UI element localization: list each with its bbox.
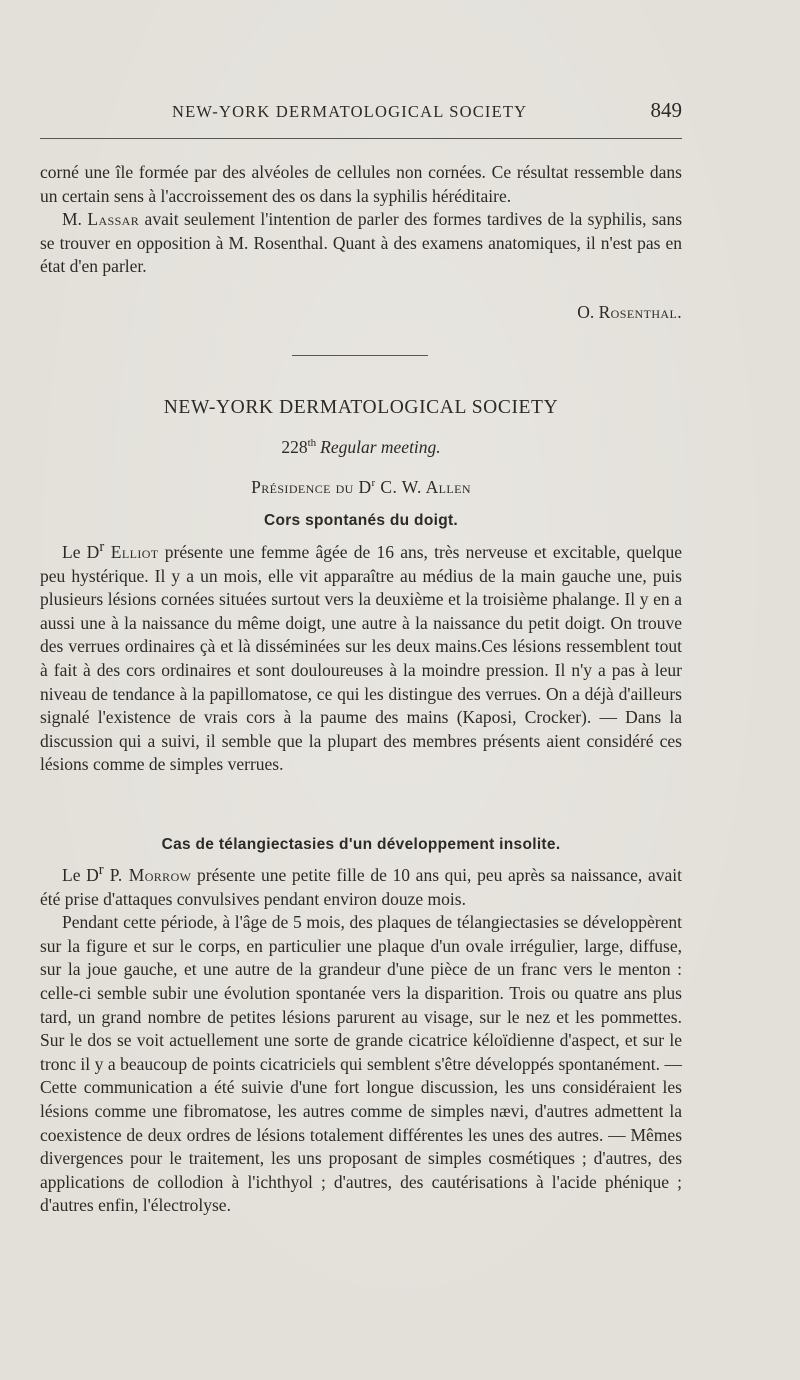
- lassar-paragraph: M. Lassar avait seulement l'intention de parler des formes tardives de la syphilis, sans se trouver en opposition à M. Rosenthal. Quant à des examens anatomiques, il n'est pas en état d'en parler.: [40, 209, 683, 277]
- presidence-line: Présidence du $D^r$ C. W. Allen: [251, 477, 471, 497]
- section-heading-cors: Cors spontanés du doigt.: [263, 512, 459, 529]
- morrow-paragraph-2: Pendant cette période, à l'âge de 5 mois, des plaques de télangiectasies se développèrent sur la figure et sur le corps, en particulier une plaque d'un ovale irrégulier, large, diffuse, sur la joue gauche, et une autre de la grandeur d'une pièce de un franc vers le menton : celle-ci semble subir une évolution spontanée vers la disparition. Trois ou quatre ans plus tard, un grand nombre de petites lésions parurent au visage, sur le nez et les pommettes. Sur le dos se voit actuellement une sorte de grande cicatrice kéloïdienne d'aspect, et sur le tronc il y a beaucoup de points cicatriciels qui semblent s'être développés spontanément. — Cette communication a été suivie d'une fort longue discussion, les uns considéraient les lésions comme une fibromatose, les autres comme de simples nævi, d'autres admettent la coexistence de deux ordres de lésions totalement différentes les unes des autres. — Mêmes divergences pour le traitement, les uns proposant de simples cosmétiques ; d'autres, des applications de collodion à l'ichthyol ; d'autres, des cautérisations à l'acide phénique ; d'autres enfin, l'électrolyse.: [40, 912, 682, 1216]
- continued-text: [40, 161, 682, 279]
- lead-paragraph: corné une île formée par des alvéoles de cellules non cornées. Ce résultat ressemble dans un certain sens à l'accroissement des os dans la syphilis héréditaire.: [40, 162, 682, 206]
- meeting-line: 228th Regular meeting.: [281, 437, 441, 457]
- morrow-paragraph: Le $D^r$ P. Morrow présente une petite fille de 10 ans qui, peu après sa naissance, avait été prise d'attaques convulsives pendant environ douze mois.: [40, 862, 682, 909]
- section-2-body: [40, 864, 682, 1218]
- society-title: NEW-YORK DERMATOLOGICAL SOCIETY: [163, 397, 559, 418]
- running-header: [40, 100, 682, 130]
- author-name-elliot: Elliot: [104, 542, 159, 562]
- signature-name: Rosenthal.: [598, 302, 682, 322]
- elliot-paragraph: Le $D^r$ Elliot présente une femme âgée de 16 ans, très nerveuse et excitable, quelque peu hystérique. Il y a un mois, elle vit apparaître au médius de la main gauche une, puis plusieurs lésions cornées situées surtout vers la deuxième et la troisième phalange. Il y en a aussi une à la naissance du même doigt, une autre à la naissance du petit doigt. On trouve des verrues ordinaires çà et là disséminées sur les deux mains.Ces lésions ressemblent tout à fait à des cors ordinaires et sont douloureuses à la moindre pression. Il n'y a pas à leur niveau de tendance à la papillomatose, ce qui les distingue des verrues. On a déjà d'ailleurs signalé l'existence de vrais cors à la paume des mains (Kaposi, Crocker). — Dans la discussion qui a suivi, il semble que la plupart des membres présents aient considéré ces lésions comme de simples verrues.: [40, 539, 682, 775]
- signature: O. Rosenthal.: [577, 302, 682, 322]
- author-name-morrow: P. Morrow: [103, 865, 192, 885]
- page-number: 849: [650, 98, 682, 122]
- section-divider: [292, 355, 428, 356]
- header-rule: [40, 138, 682, 139]
- author-name-lassar: Lassar: [87, 209, 140, 230]
- running-title: NEW-YORK DERMATOLOGICAL SOCIETY: [172, 102, 528, 121]
- section-heading-telangiectasies: Cas de télangiectasies d'un développement insolite.: [161, 836, 561, 853]
- section-1-body: [40, 541, 682, 777]
